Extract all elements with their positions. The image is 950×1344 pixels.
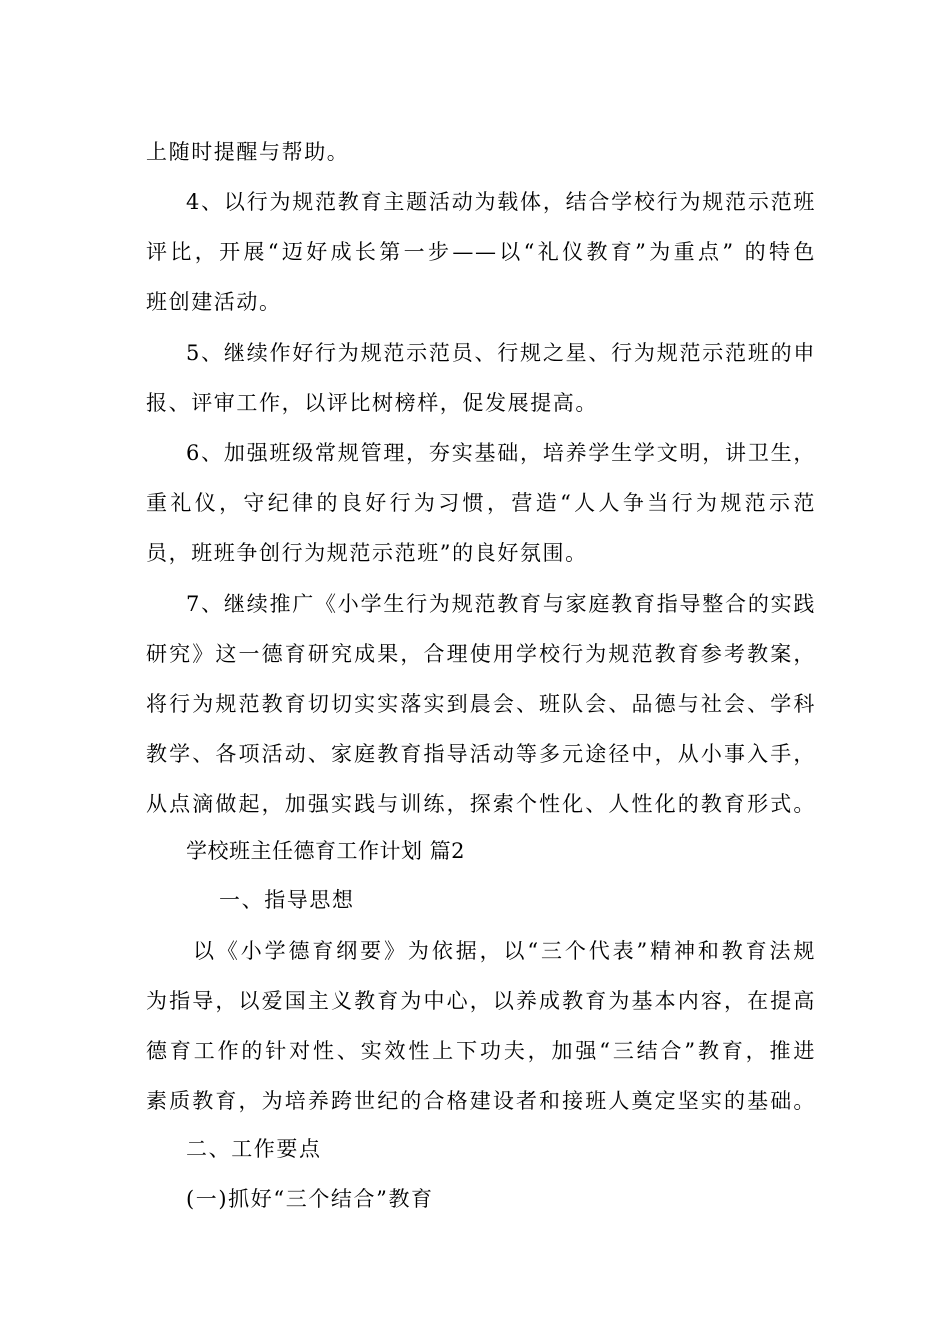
text-line: 研究》这一德育研究成果，合理使用学校行为规范教育参考教案， <box>146 642 816 666</box>
text-line: 素质教育，为培养跨世纪的合格建设者和接班人奠定坚实的基础。 <box>146 1089 816 1113</box>
text-line: 7、继续推广《小学生行为规范教育与家庭教育指导整合的实践 <box>186 592 816 616</box>
text-line: 4、以行为规范教育主题活动为载体，结合学校行为规范示范班 <box>186 190 816 214</box>
text-line: 为指导，以爱国主义教育为中心，以养成教育为基本内容，在提高 <box>146 989 816 1013</box>
text-line: 评比，开展“迈好成长第一步——以“礼仪教育”为重点” 的特色 <box>146 240 816 264</box>
text-line: 班创建活动。 <box>146 290 282 314</box>
subsection-heading: 一、指导思想 <box>219 888 355 912</box>
text-line: 将行为规范教育切切实实落实到晨会、班队会、品德与社会、学科 <box>146 692 816 716</box>
text-line: 从点滴做起，加强实践与训练，探索个性化、人性化的教育形式。 <box>146 792 816 816</box>
subsection-heading: 二、工作要点 <box>186 1137 322 1161</box>
text-line: 员，班班争创行为规范示范班”的良好氛围。 <box>146 541 588 565</box>
text-line: 5、继续作好行为规范示范员、行规之星、行为规范示范班的申 <box>186 341 816 365</box>
text-line: 教学、各项活动、家庭教育指导活动等多元途径中，从小事入手， <box>146 742 816 766</box>
subsection-heading: (一)抓好“三个结合”教育 <box>186 1187 434 1211</box>
text-line: 德育工作的针对性、实效性上下功夫，加强“三结合”教育，推进 <box>146 1039 816 1063</box>
text-line: 报、评审工作，以评比树榜样，促发展提高。 <box>146 391 598 415</box>
section-heading: 学校班主任德育工作计划 篇2 <box>186 839 466 863</box>
text-line: 6、加强班级常规管理，夯实基础，培养学生学文明，讲卫生， <box>186 441 816 465</box>
text-line: 上随时提醒与帮助。 <box>146 140 350 164</box>
text-line: 以《小学德育纲要》为依据，以“三个代表”精神和教育法规 <box>193 939 816 963</box>
text-line: 重礼仪，守纪律的良好行为习惯，营造“人人争当行为规范示范 <box>146 491 816 515</box>
